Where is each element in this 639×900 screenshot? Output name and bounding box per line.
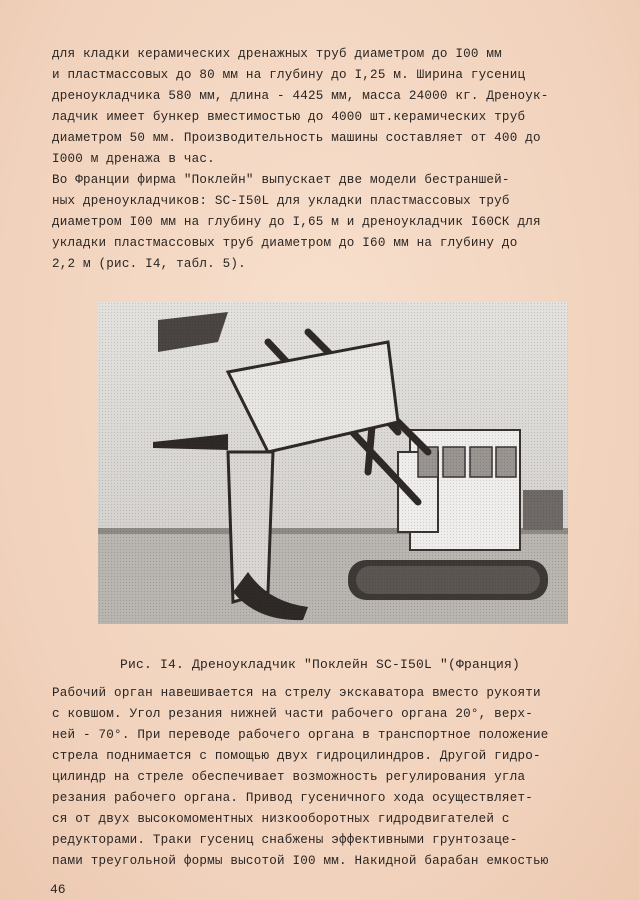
paragraph-2: Во Франции фирма "Поклейн" выпускает две модели бестраншей- ных дреноукладчиков: SC-I50L для укладки пластмассовых труб диаметром I00 мм на глубину до I,65 м и дреноукладчик I60СК для укладки пластмассовых труб диаметром до I60 мм на глубину до 2,2 м (рис. I4, табл. 5). <box>52 173 541 271</box>
figure-photo-drain-layer <box>98 302 568 624</box>
paragraph-3: Рабочий орган навешивается на стрелу экскаватора вместо рукояти с ковшом. Угол резания нижней части рабочего органа 20°, верх- ней - 70°. При переводе рабочего органа в транспортное положение стрела поднимается с помощью двух гидроцилиндров. Другой гидро- цилиндр на стреле обеспечивает возможность регулирования угла резания рабочего органа. Привод гусеничного хода осуществляет- ся от двух высокомоментных низкооборотных гидродвигателей с редукторами. Траки гусениц снабжены эффективными грунтозаце- пами треугольной формы высотой I00 мм. Накидной барабан емкостью <box>52 686 549 868</box>
drain-layer-illustration <box>98 302 568 624</box>
figure-caption: Рис. I4. Дреноукладчик "Поклейн SC-I50L "(Франция) <box>119 657 521 672</box>
page-number: 46 <box>50 882 66 897</box>
paragraph-1: для кладки керамических дренажных труб диаметром до I00 мм и пластмассовых до 80 мм на глубину до I,25 м. Ширина гусениц дреноукладчика 580 мм, длина - 4425 мм, масса 24000 кг. Дреноук- ладчик имеет бункер вместимостью до 4000 шт.керамических труб диаметром 50 мм. Производительность машины составляет от 400 до I000 м дренажа в час. <box>52 47 549 166</box>
